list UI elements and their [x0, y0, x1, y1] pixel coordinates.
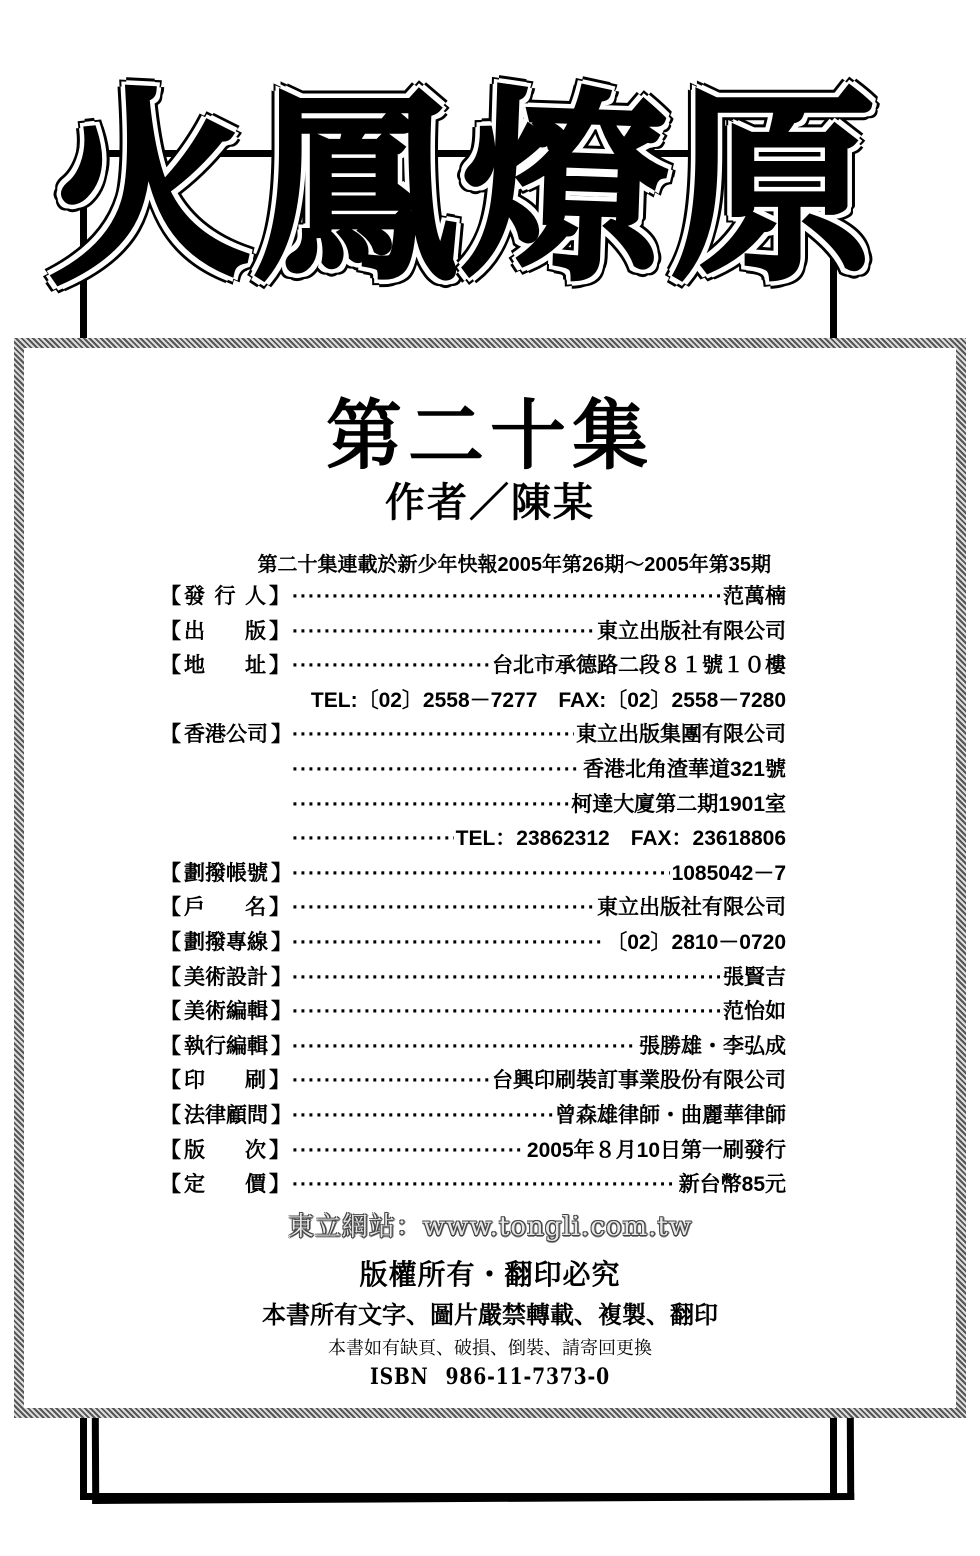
credit-value: 東立出版社有限公司: [597, 896, 786, 920]
credit-row: [160, 926, 786, 961]
leader-dots: [292, 620, 595, 644]
leader-dots: [292, 1104, 553, 1128]
isbn-label: ISBN: [369, 1364, 429, 1390]
serialization-note: 第二十集連載於新少年快報2005年第26期～2005年第35期: [257, 554, 771, 576]
credit-row: [160, 891, 786, 926]
leader-dots: [292, 585, 721, 609]
leader-dots: [292, 654, 490, 678]
credit-value: 新台幣85元: [678, 1173, 786, 1197]
credit-row: [160, 649, 786, 684]
credit-label: 【 執 行 編 輯 】: [160, 1034, 292, 1058]
credit-label: 【 地 址 】: [160, 654, 290, 678]
credit-row: [160, 1064, 786, 1099]
credit-value: 范萬楠: [723, 585, 786, 608]
bottom-frame: [92, 1408, 854, 1504]
title-char: 火: [37, 65, 256, 314]
credit-row: [160, 961, 786, 996]
credit-value: 張勝雄・李弘成: [639, 1034, 786, 1058]
leader-dots: [292, 1000, 721, 1024]
series-title: [37, 55, 876, 325]
leader-dots: [292, 827, 454, 851]
credit-label: 【 劃 撥 帳 號 】: [160, 861, 292, 885]
credit-row: [160, 1099, 786, 1134]
credit-label: 【 版 次 】: [160, 1138, 290, 1162]
title-char: 鳳: [253, 70, 458, 309]
credit-value: TEL：23862312 FAX：23618806: [455, 827, 786, 851]
credit-row: [160, 753, 786, 788]
website-line[interactable]: [24, 1206, 956, 1243]
credit-row: [160, 1168, 786, 1203]
credit-value: 曾森雄律師・曲麗華律師: [555, 1103, 786, 1127]
credit-label: 【 定 價 】: [160, 1173, 290, 1197]
credit-label: 【 美 術 編 輯 】: [160, 1000, 292, 1024]
credits-list: [160, 580, 786, 1203]
title-char: 燎: [457, 66, 672, 313]
credit-row: [160, 857, 786, 892]
isbn-number: 986-11-7373-0: [445, 1364, 610, 1390]
leader-dots: [292, 793, 569, 817]
title-char: 原: [671, 70, 876, 309]
leader-dots: [292, 723, 574, 747]
credit-value: 台興印刷裝訂事業股份有限公司: [492, 1069, 786, 1093]
credit-label: 【 出 版 】: [160, 619, 290, 643]
volume-title: 第二十集: [326, 391, 654, 480]
replacement-notice: 本書如有缺頁、破損、倒裝、請寄回更換: [328, 1338, 652, 1358]
credit-value: 2005年８月10日第一刷發行: [526, 1138, 786, 1162]
credit-value: 東立出版集團有限公司: [576, 723, 786, 747]
credit-label: 【 美 術 設 計 】: [160, 965, 292, 989]
credit-value: 東立出版社有限公司: [597, 619, 786, 643]
leader-dots: [292, 1069, 490, 1093]
credit-row: [160, 718, 786, 753]
credit-label: 【 發 行 人 】: [160, 585, 290, 608]
credit-value: 柯達大廈第二期1901室: [571, 792, 786, 816]
leader-dots: [292, 966, 721, 990]
website-label: 東立網站：: [287, 1212, 423, 1242]
isbn-line: [94, 1364, 886, 1390]
credit-row: [160, 580, 786, 615]
credit-row: [160, 1030, 786, 1065]
leader-dots: [292, 896, 595, 920]
credit-label: 【 劃 撥 專 線 】: [160, 930, 292, 954]
credit-row: [160, 615, 786, 650]
leader-dots: [292, 758, 581, 782]
website-url[interactable]: www.tongli.com.tw: [422, 1212, 693, 1242]
credit-value: 〔02〕2810－0720: [606, 930, 786, 954]
leader-dots: [292, 1139, 525, 1163]
colophon-panel: [14, 338, 966, 1418]
credit-value: 香港北角渣華道321號: [582, 757, 786, 781]
credit-label: 【 印 刷 】: [160, 1069, 290, 1093]
credit-row: [160, 1134, 786, 1169]
credit-label: 【 戶 名 】: [160, 896, 290, 920]
credit-value: TEL:〔02〕2558－7277 FAX:〔02〕2558－7280: [310, 688, 786, 712]
credit-label: 【 法 律 顧 問 】: [160, 1103, 292, 1127]
credit-label: 【 香 港 公 司 】: [160, 723, 292, 747]
credit-row: [160, 788, 786, 823]
credit-value: 范怡如: [723, 1000, 786, 1024]
credit-row: [160, 822, 786, 857]
credit-row: [160, 995, 786, 1030]
credit-value: 台北市承德路二段８１號１０樓: [492, 654, 786, 678]
credit-value: 張賢吉: [723, 965, 786, 989]
copyright-detail: 本書所有文字、圖片嚴禁轉載、複製、翻印: [262, 1300, 718, 1329]
leader-dots: [292, 1035, 637, 1059]
copyright-notice: 版權所有・翻印必究: [359, 1258, 621, 1291]
credit-value: 1085042－7: [671, 861, 786, 885]
leader-dots: [292, 862, 670, 886]
author-line: 作者／陳某: [385, 479, 595, 526]
leader-dots: [292, 1173, 677, 1197]
leader-dots: [292, 931, 604, 955]
credit-row: [160, 684, 786, 719]
